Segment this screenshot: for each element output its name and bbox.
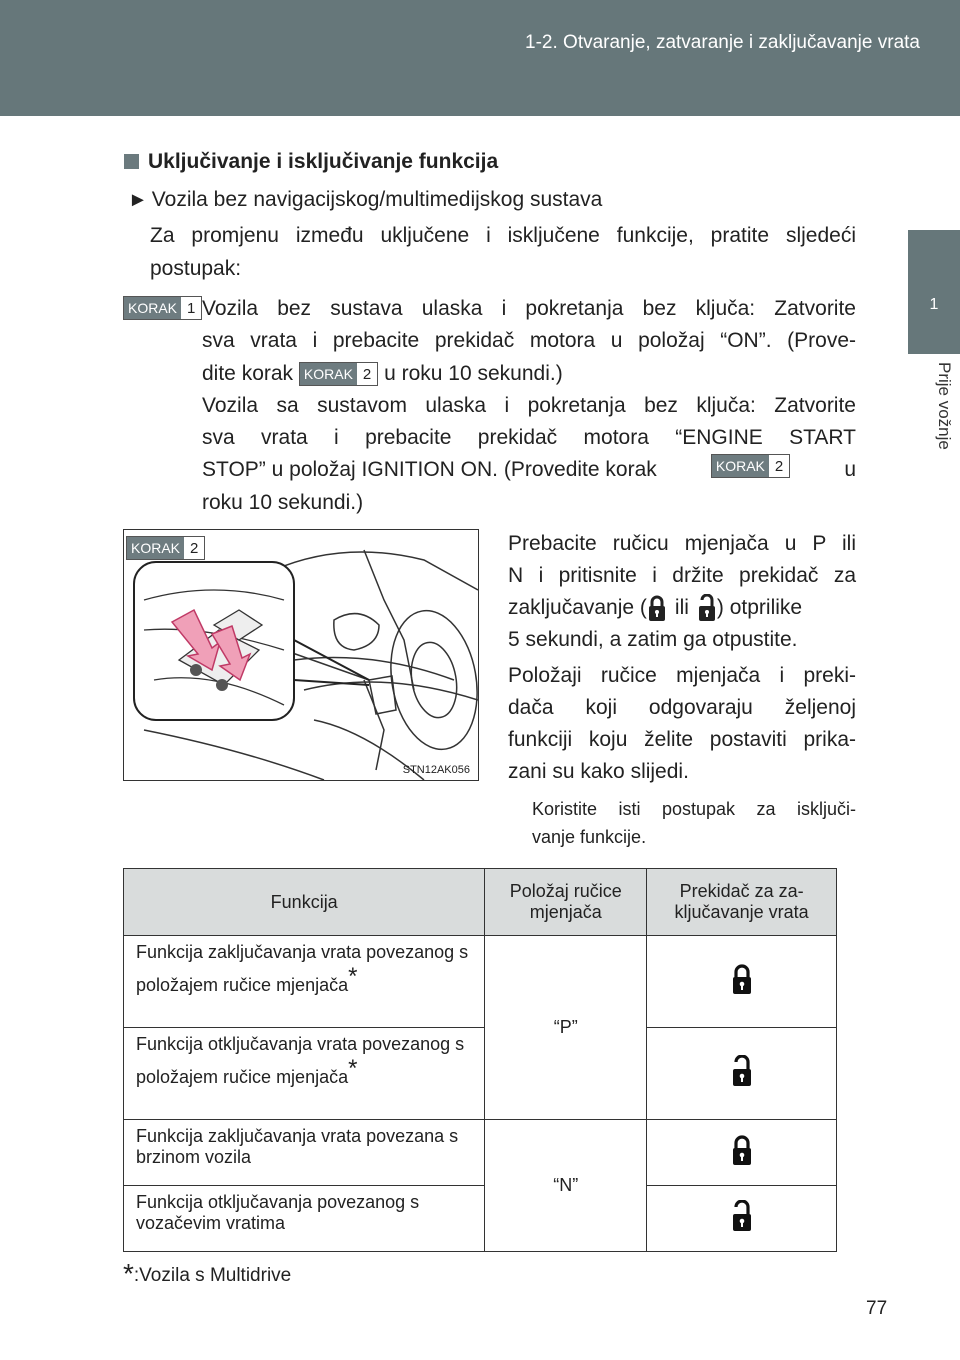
switch-cell (647, 1120, 837, 1186)
lock-icon (731, 1134, 753, 1166)
switch-cell (647, 936, 837, 1028)
illustration-code: STN12AK056 (402, 764, 470, 776)
function-cell: Funkcija zaključavanja vrata povezana s brzinom vozila (124, 1120, 485, 1186)
footnote: *:Vozila s Multidrive (123, 1258, 292, 1289)
section-heading: Uključivanje i isključivanje funkcija (124, 146, 498, 178)
step-2-line: dača koji odgovaraju željenoj (508, 696, 856, 719)
column-header: Prekidač za za- ključavanje vrata (647, 869, 837, 936)
step-2-line: N i pritisnite i držite prekidač za (508, 564, 856, 587)
unlock-icon (697, 594, 717, 622)
table-row (124, 936, 837, 1028)
unlock-icon (731, 1055, 753, 1087)
function-table (123, 868, 837, 1252)
step-1-line: Vozila bez sustava ulaska i pokretanja bez ključa: Zatvorite (202, 297, 856, 320)
intro-line-1: Za promjenu između uključene i isključene funkcije, pratite sljedeći (150, 224, 856, 247)
shift-position-cell: “N” (485, 1120, 647, 1252)
step-2-line: Prebacite ručicu mjenjača u P ili (508, 532, 856, 555)
step-1-badge: KORAK 1 (123, 296, 202, 320)
lock-icon (647, 594, 667, 622)
chapter-title: 1-2. Otvaranje, zatvaranje i zaključavanje vrata (525, 32, 920, 53)
unlock-icon (731, 1200, 753, 1232)
intro-line-2: postupak: (150, 257, 242, 280)
door-panel-drawing (124, 530, 478, 780)
note-line: vanje funkcije. (532, 827, 647, 847)
step-2-line: 5 sekundi, a zatim ga otpustite. (508, 628, 798, 651)
step-2-line: Položaji ručice mjenjača i preki- (508, 664, 856, 687)
column-header: Položaj ručice mjenjača (485, 869, 647, 936)
step-2-badge: KORAK 2 (126, 536, 205, 560)
function-cell: Funkcija zaključavanja vrata povezanog s položajem ručice mjenjača* (124, 936, 485, 1028)
function-cell: Funkcija otključavanja povezanog s vozačevim vratima (124, 1186, 485, 1252)
switch-cell (647, 1028, 837, 1120)
triangle-bullet-icon: ► (128, 189, 148, 211)
chapter-label: Prije vožnje (935, 362, 954, 450)
page-header (0, 0, 960, 116)
lock-icon (731, 963, 753, 995)
step-1-line: roku 10 sekundi.) (202, 491, 364, 514)
step-2-ref-badge: KORAK 2 (299, 362, 378, 386)
table-row (124, 1120, 837, 1186)
lock-switch-illustration (123, 529, 479, 781)
subsection-title: ► Vozila bez navigacijskog/multimedijskog sustava (128, 188, 603, 211)
step-2-line: funkciji koju želite postaviti prika- (508, 728, 856, 751)
note-line: Koristite isti postupak za isključi- (532, 799, 856, 819)
chapter-number: 1 (929, 296, 939, 313)
table-row (124, 1028, 837, 1120)
step-2-line: zani su kako slijedi. (508, 760, 689, 783)
step-1-line: dite korak KORAK 2 u roku 10 sekundi.) (202, 362, 563, 385)
column-header: Funkcija (124, 869, 485, 936)
table-header-row (124, 869, 837, 936)
step-1-line: sva vrata i prebacite prekidač motora “ENGINE START (202, 426, 856, 449)
switch-cell (647, 1186, 837, 1252)
square-bullet-icon (124, 154, 139, 169)
step-1-line: STOP” u položaj IGNITION ON. (Provedite korak KORAK 2 u (202, 454, 856, 486)
step-2-ref-badge: KORAK 2 (711, 454, 790, 478)
table-row (124, 1186, 837, 1252)
chapter-tab (908, 230, 960, 354)
page-number: 77 (866, 1298, 888, 1319)
step-1-line: Vozila sa sustavom ulaska i pokretanja bez ključa: Zatvorite (202, 394, 856, 417)
step-2-line: zaključavanje ( ili ) otprilike (508, 592, 856, 624)
step-1-line: sva vrata i prebacite prekidač motora u položaj “ON”. (Prove- (202, 329, 856, 352)
function-cell: Funkcija otključavanja vrata povezanog s položajem ručice mjenjača* (124, 1028, 485, 1120)
shift-position-cell: “P” (485, 936, 647, 1120)
